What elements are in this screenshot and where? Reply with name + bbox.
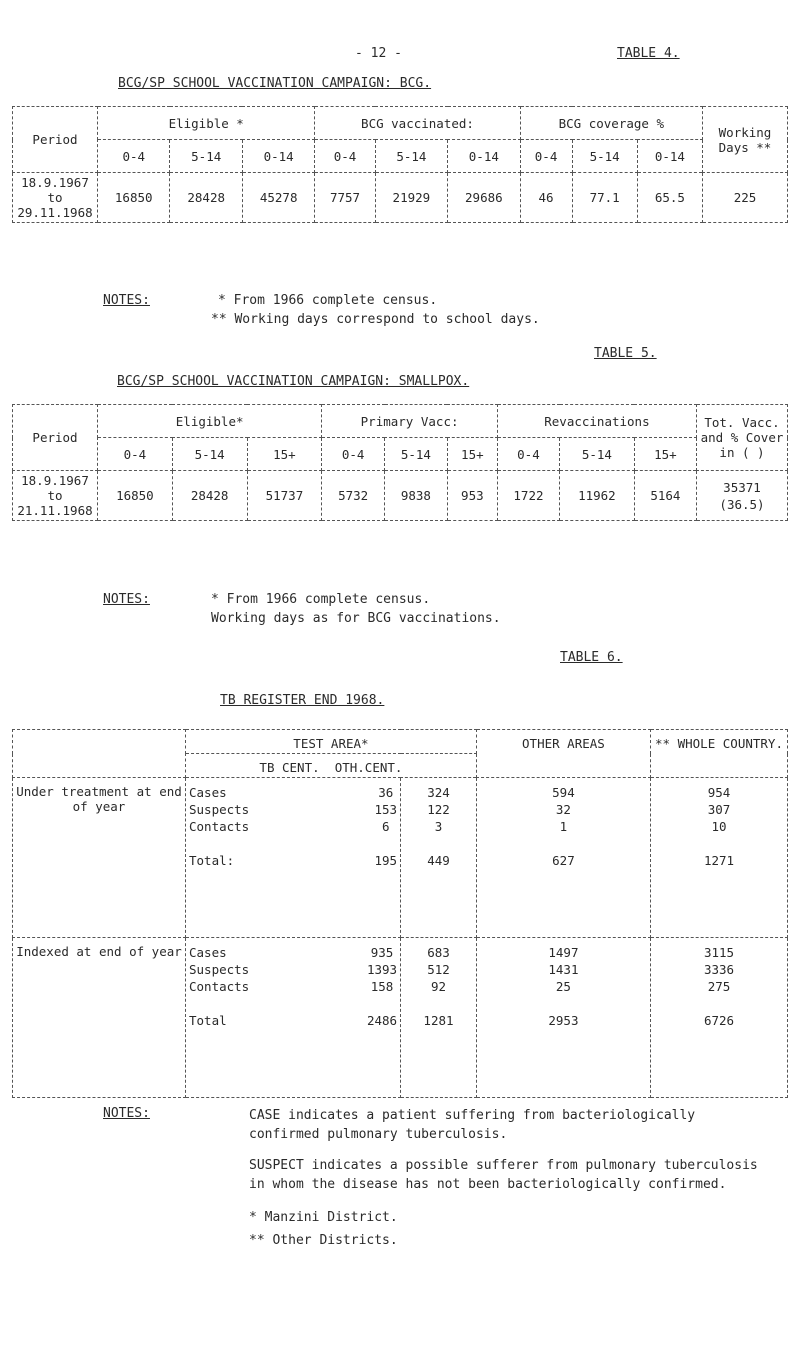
table-6 — [12, 729, 788, 1098]
header-period: Period — [13, 107, 98, 173]
header-test-sub — [186, 754, 477, 778]
table-4-title: BCG/SP SCHOOL VACCINATION CAMPAIGN: BCG. — [118, 76, 432, 91]
value: 2486 — [366, 1013, 398, 1028]
value: 122 — [427, 802, 450, 817]
category: Total: — [189, 853, 235, 868]
data-cell: 45278 — [242, 173, 314, 223]
period-cell: 18.9.1967 to 21.11.1968 — [13, 471, 98, 521]
value: 1393 — [366, 962, 398, 977]
value: 25 — [555, 979, 571, 994]
note-suspect: SUSPECT indicates a possible sufferer from pulmonary tuberculosis in whom the disease has not been bacteriologically confirmed. — [249, 1158, 758, 1192]
header-whole-country: ** WHOLE COUNTRY. — [651, 730, 788, 778]
data-cell: 46 — [520, 173, 572, 223]
header-other-areas: OTHER AREAS — [476, 730, 650, 778]
value: 2953 — [548, 1013, 579, 1028]
data-cell: 77.1 — [572, 173, 637, 223]
header-revaccinations: Revaccinations — [497, 405, 696, 438]
subheader: 5-14 — [560, 438, 635, 471]
value: 6726 — [703, 1013, 735, 1028]
value: 153 — [374, 802, 398, 817]
value: 683 — [427, 945, 450, 960]
value: 449 — [427, 853, 450, 868]
value: 1 — [559, 819, 568, 834]
value: 3115 — [703, 945, 735, 960]
data-cell: 51737 — [247, 471, 322, 521]
value: 627 — [552, 853, 575, 868]
data-cell: 21929 — [375, 173, 447, 223]
value: 3336 — [703, 962, 735, 977]
notes-5-line-1: * From 1966 complete census. — [211, 592, 431, 607]
whole-country-cell — [651, 938, 788, 1098]
value: 1431 — [548, 962, 579, 977]
note-star-1: * Manzini District. — [249, 1210, 398, 1225]
table-6-label: TABLE 6. — [560, 650, 623, 665]
data-cell: 16850 — [98, 471, 173, 521]
total-value: 35371 — [723, 479, 761, 495]
notes-4-label: NOTES: — [103, 293, 150, 308]
table-5 — [12, 404, 788, 521]
value: 92 — [430, 979, 446, 994]
header-working-days: Working Days ** — [703, 107, 788, 173]
notes-6-label: NOTES: — [103, 1106, 150, 1121]
other-areas-cell — [476, 938, 650, 1098]
subheader: 15+ — [634, 438, 696, 471]
total-percent: (36.5) — [719, 496, 765, 512]
value: 935 — [370, 945, 394, 960]
whole-country-cell — [651, 778, 788, 938]
subheader: 0-4 — [315, 140, 375, 173]
category: Contacts — [189, 819, 250, 834]
row-label-under-treatment: Under treatment at end of year — [13, 778, 186, 938]
data-cell: 1722 — [497, 471, 559, 521]
subheader: 0-14 — [448, 140, 520, 173]
subheader: 5-14 — [385, 438, 448, 471]
category: Suspects — [189, 802, 250, 817]
data-cell: 953 — [447, 471, 497, 521]
header-period: Period — [13, 405, 98, 471]
value: 1281 — [423, 1013, 454, 1028]
value: 1497 — [548, 945, 579, 960]
subheader: 0-4 — [497, 438, 559, 471]
data-cell: 11962 — [560, 471, 635, 521]
other-areas-cell — [476, 778, 650, 938]
table-5-title: BCG/SP SCHOOL VACCINATION CAMPAIGN: SMALLPOX. — [117, 374, 470, 389]
value: 1271 — [703, 853, 735, 868]
notes-5-line-2: Working days as for BCG vaccinations. — [211, 611, 501, 626]
table-4 — [12, 106, 788, 223]
data-cell: 65.5 — [637, 173, 702, 223]
header-primary: Primary Vacc: — [322, 405, 498, 438]
header-tb-cent: TB CENT. — [259, 760, 320, 775]
period-cell: 18.9.1967 to 29.11.1968 — [13, 173, 98, 223]
oth-cent-cell — [401, 778, 477, 938]
category: Suspects — [189, 962, 250, 977]
subheader: 5-14 — [172, 438, 247, 471]
data-cell: 28428 — [172, 471, 247, 521]
value: 594 — [552, 785, 575, 800]
subheader: 0-14 — [242, 140, 314, 173]
subheader: 15+ — [247, 438, 322, 471]
value: 324 — [427, 785, 450, 800]
category: Total — [189, 1013, 227, 1028]
data-cell: 29686 — [448, 173, 520, 223]
category: Cases — [189, 785, 227, 800]
data-cell: 225 — [703, 173, 788, 223]
table-6-title: TB REGISTER END 1968. — [220, 693, 385, 708]
data-cell: 7757 — [315, 173, 375, 223]
notes-4-line-1: * From 1966 complete census. — [218, 293, 438, 308]
data-cell: 5164 — [634, 471, 696, 521]
total-cell — [697, 471, 788, 521]
notes-5-label: NOTES: — [103, 592, 150, 607]
value: 275 — [707, 979, 731, 994]
tb-cent-cell — [186, 938, 401, 1098]
subheader: 0-4 — [322, 438, 385, 471]
tb-cent-cell — [186, 778, 401, 938]
value: 158 — [370, 979, 394, 994]
value: 307 — [707, 802, 731, 817]
value: 6 — [382, 819, 390, 834]
header-coverage: BCG coverage % — [520, 107, 702, 140]
data-cell: 16850 — [98, 173, 170, 223]
category: Contacts — [189, 979, 250, 994]
value: 195 — [374, 853, 398, 868]
subheader: 15+ — [447, 438, 497, 471]
header-oth-cent: OTH.CENT. — [334, 760, 403, 775]
subheader: 5-14 — [170, 140, 242, 173]
table-5-label: TABLE 5. — [594, 346, 657, 361]
data-cell: 9838 — [385, 471, 448, 521]
table-4-label: TABLE 4. — [617, 46, 680, 61]
subheader: 5-14 — [375, 140, 447, 173]
note-star-2: ** Other Districts. — [249, 1233, 398, 1248]
value: 3 — [434, 819, 443, 834]
row-label-indexed: Indexed at end of year — [13, 938, 186, 1098]
header-blank — [13, 730, 186, 778]
header-eligible: Eligible * — [98, 107, 315, 140]
value: 10 — [711, 819, 727, 834]
data-cell: 28428 — [170, 173, 242, 223]
header-test-area: TEST AREA* — [186, 730, 477, 754]
oth-cent-cell — [401, 938, 477, 1098]
value: 32 — [555, 802, 571, 817]
value: 954 — [707, 785, 731, 800]
notes-4-line-2: ** Working days correspond to school days. — [211, 312, 540, 327]
page-number: - 12 - — [355, 46, 402, 61]
subheader: 0-4 — [98, 438, 173, 471]
data-cell: 5732 — [322, 471, 385, 521]
note-case: CASE indicates a patient suffering from bacteriologically confirmed pulmonary tuberculosis. — [249, 1108, 696, 1142]
value: 512 — [427, 962, 450, 977]
subheader: 0-4 — [98, 140, 170, 173]
subheader: 5-14 — [572, 140, 637, 173]
value: 36 — [378, 785, 394, 800]
subheader: 0-4 — [520, 140, 572, 173]
subheader: 0-14 — [637, 140, 702, 173]
header-total: Tot. Vacc. and % Cover in ( ) — [697, 405, 788, 471]
header-vaccinated: BCG vaccinated: — [315, 107, 520, 140]
category: Cases — [189, 945, 227, 960]
header-eligible: Eligible* — [98, 405, 322, 438]
